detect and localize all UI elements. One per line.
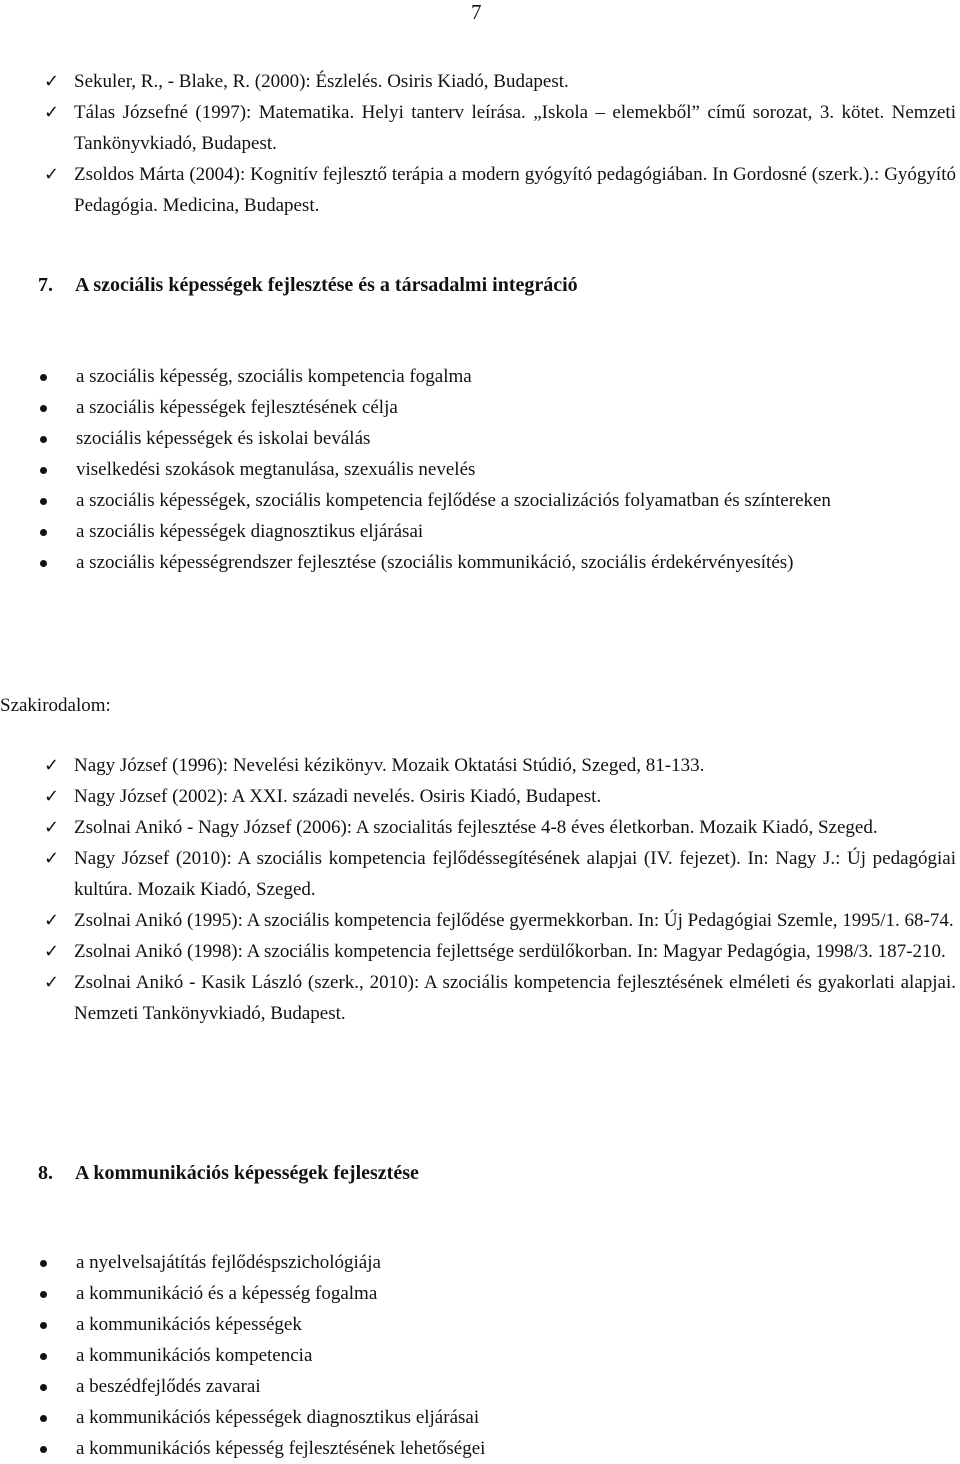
- bullet-icon: [40, 1384, 47, 1391]
- list-item: ✓ Zsolnai Anikó (1995): A szociális kompetencia fejlődése gyermekkorban. In: Új Pedagógiai Szemle, 1995/1. 68-74.: [44, 905, 956, 936]
- bullet-icon: [40, 498, 47, 505]
- check-icon: ✓: [44, 941, 60, 962]
- bullet-icon: [40, 529, 47, 536]
- list-item: a szociális képesség, szociális kompetencia fogalma: [40, 361, 956, 392]
- section-7-heading: 7. A szociális képességek fejlesztése és a társadalmi integráció: [38, 274, 578, 296]
- section-8-topic-list: [40, 1247, 956, 1464]
- list-item: a kommunikációs képességek: [40, 1309, 956, 1340]
- list-item: a beszédfejlődés zavarai: [40, 1371, 956, 1402]
- list-item: szociális képességek és iskolai beválás: [40, 423, 956, 454]
- check-icon: ✓: [44, 786, 60, 807]
- bullet-icon: [40, 1353, 47, 1360]
- list-item: a kommunikációs kompetencia: [40, 1340, 956, 1371]
- check-icon: ✓: [44, 71, 60, 92]
- list-item: ✓ Tálas Józsefné (1997): Matematika. Helyi tanterv leírása. „Iskola – elemekből” című sorozat, 3. kötet. Nemzeti Tankönyvkiadó, Budapest.: [44, 97, 956, 159]
- check-icon: ✓: [44, 102, 60, 123]
- bullet-icon: [40, 436, 47, 443]
- bullet-icon: [40, 467, 47, 474]
- list-item: ✓ Nagy József (2010): A szociális kompetencia fejlődéssegítésének alapjai (IV. fejezet). In: Nagy J.: Új pedagógiai kultúra. Mozaik Kiadó, Szeged.: [44, 843, 956, 905]
- bullet-icon: [40, 1291, 47, 1298]
- section-7-topic-list: [40, 361, 956, 578]
- section-8-heading: 8. A kommunikációs képességek fejlesztése: [38, 1162, 419, 1184]
- list-item: a kommunikációs képesség fejlesztésének lehetőségei: [40, 1433, 956, 1464]
- bullet-icon: [40, 405, 47, 412]
- check-icon: ✓: [44, 848, 60, 869]
- list-item: viselkedési szokások megtanulása, szexuális nevelés: [40, 454, 956, 485]
- list-item: ✓ Nagy József (2002): A XXI. századi nevelés. Osiris Kiadó, Budapest.: [44, 781, 956, 812]
- check-icon: ✓: [44, 817, 60, 838]
- list-item: ✓ Zsolnai Anikó - Nagy József (2006): A szocialitás fejlesztése 4-8 éves életkorban. Mozaik Kiadó, Szeged.: [44, 812, 956, 843]
- bullet-icon: [40, 1260, 47, 1267]
- list-item: a kommunikáció és a képesség fogalma: [40, 1278, 956, 1309]
- bullet-icon: [40, 374, 47, 381]
- list-item: a szociális képességek diagnosztikus eljárásai: [40, 516, 956, 547]
- list-item: a szociális képességek, szociális kompetencia fejlődése a szocializációs folyamatban és színtereken: [40, 485, 956, 516]
- check-icon: ✓: [44, 164, 60, 185]
- list-item: a nyelvelsajátítás fejlődéspszichológiája: [40, 1247, 956, 1278]
- check-icon: ✓: [44, 755, 60, 776]
- top-reference-list: [44, 66, 956, 221]
- check-icon: ✓: [44, 972, 60, 993]
- literature-label: Szakirodalom:: [0, 695, 111, 716]
- section-7-reference-list: [44, 750, 956, 1029]
- bullet-icon: [40, 1415, 47, 1422]
- bullet-icon: [40, 560, 47, 567]
- bullet-icon: [40, 1322, 47, 1329]
- list-item: ✓ Nagy József (1996): Nevelési kézikönyv. Mozaik Oktatási Stúdió, Szeged, 81-133.: [44, 750, 956, 781]
- list-item: a szociális képességek fejlesztésének célja: [40, 392, 956, 423]
- list-item: a kommunikációs képességek diagnosztikus eljárásai: [40, 1402, 956, 1433]
- list-item: ✓ Sekuler, R., - Blake, R. (2000): Észlelés. Osiris Kiadó, Budapest.: [44, 66, 956, 97]
- list-item: ✓ Zsolnai Anikó - Kasik László (szerk., 2010): A szociális kompetencia fejlesztésének elméleti és gyakorlati alapjai. Nemzeti Tankönyvkiadó, Budapest.: [44, 967, 956, 1029]
- list-item: a szociális képességrendszer fejlesztése (szociális kommunikáció, szociális érdekérvényesítés): [40, 547, 956, 578]
- check-icon: ✓: [44, 910, 60, 931]
- page-number: 7: [471, 0, 482, 24]
- list-item: ✓ Zsoldos Márta (2004): Kognitív fejlesztő terápia a modern gyógyító pedagógiában. In Gordosné (szerk.).: Gyógyító Pedagógia. Medicina, Budapest.: [44, 159, 956, 221]
- list-item: ✓ Zsolnai Anikó (1998): A szociális kompetencia fejlettsége serdülőkorban. In: Magyar Pedagógia, 1998/3. 187-210.: [44, 936, 956, 967]
- bullet-icon: [40, 1446, 47, 1453]
